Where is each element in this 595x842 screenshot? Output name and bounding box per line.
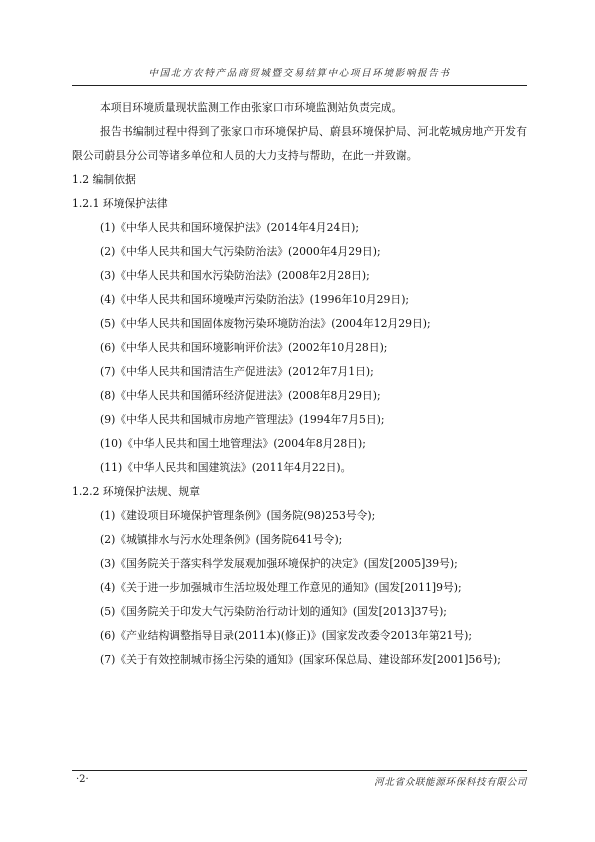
section-heading-1-2: 1.2 编制依据: [72, 173, 136, 186]
footer-divider: [72, 770, 527, 771]
regulation-item: (5)《国务院关于印发大气污染防治行动计划的通知》(国发[2013]37号);: [100, 605, 447, 618]
section-heading-1-2-1: 1.2.1 环境保护法律: [72, 197, 168, 210]
regulation-item: (1)《建设项目环境保护管理条例》(国务院(98)253号令);: [100, 509, 376, 522]
law-item: (2)《中华人民共和国大气污染防治法》(2000年4月29日);: [100, 245, 381, 258]
header-divider: [72, 85, 527, 86]
law-item: (6)《中华人民共和国环境影响评价法》(2002年10月28日);: [100, 341, 388, 354]
company-name: 河北省众联能源环保科技有限公司: [374, 777, 527, 788]
law-item: (11)《中华人民共和国建筑法》(2011年4月22日)。: [100, 461, 352, 474]
regulation-item: (7)《关于有效控制城市扬尘污染的通知》(国家环保总局、建设部环发[2001]56号);: [100, 653, 501, 666]
regulation-item: (2)《城镇排水与污水处理条例》(国务院641号令);: [100, 533, 343, 546]
law-item: (8)《中华人民共和国循环经济促进法》(2008年8月29日);: [100, 389, 381, 402]
law-item: (10)《中华人民共和国土地管理法》(2004年8月28日);: [100, 437, 366, 450]
law-item: (5)《中华人民共和国固体废物污染环境防治法》(2004年12月29日);: [100, 317, 431, 330]
document-body: [72, 96, 527, 672]
page-number: ·2·: [76, 774, 89, 785]
running-header: 中国北方农特产品商贸城暨交易结算中心项目环境影响报告书: [148, 68, 451, 79]
law-item: (1)《中华人民共和国环境保护法》(2014年4月24日);: [100, 221, 359, 234]
law-item: (9)《中华人民共和国城市房地产管理法》(1994年7月5日);: [100, 413, 385, 426]
regulation-item: (3)《国务院关于落实科学发展观加强环境保护的决定》(国发[2005]39号);: [100, 557, 458, 570]
paragraph-acknowledgement: 报告书编制过程中得到了张家口市环境保护局、蔚县环境保护局、河北乾城房地产开发有限公司蔚县分公司等诸多单位和人员的大力支持与帮助，在此一并致谢。: [72, 125, 527, 162]
paragraph-monitoring: 本项目环境质量现状监测工作由张家口市环境监测站负责完成。: [100, 101, 403, 114]
regulation-item: (6)《产业结构调整指导目录(2011本)(修正)》(国家发改委令2013年第21号);: [100, 629, 473, 642]
regulation-item: (4)《关于进一步加强城市生活垃圾处理工作意见的通知》(国发[2011]9号);: [100, 581, 462, 594]
section-heading-1-2-2: 1.2.2 环境保护法规、规章: [72, 485, 201, 498]
law-item: (7)《中华人民共和国清洁生产促进法》(2012年7月1日);: [100, 365, 374, 378]
law-item: (3)《中华人民共和国水污染防治法》(2008年2月28日);: [100, 269, 370, 282]
law-item: (4)《中华人民共和国环境噪声污染防治法》(1996年10月29日);: [100, 293, 410, 306]
